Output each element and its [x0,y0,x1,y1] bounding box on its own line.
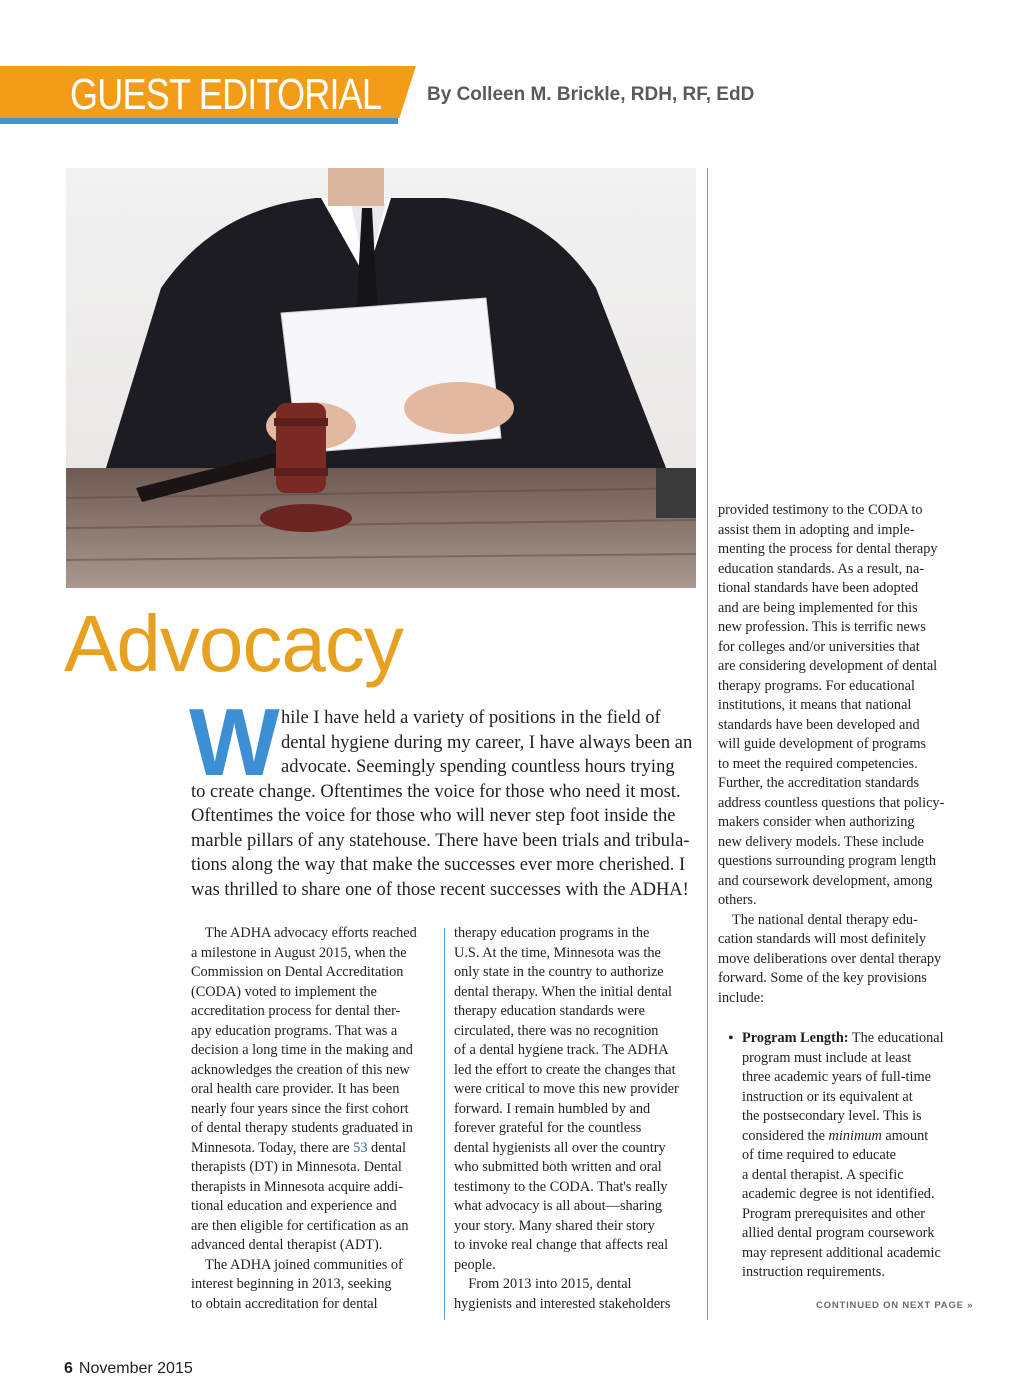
body-line: standards have been developed and [718,716,920,733]
lead-paragraph [189,689,696,902]
body-line: nearly four years since the first cohort [191,1100,409,1117]
bullet-line [742,1029,972,1049]
body-line: interest beginning in 2013, seeking [191,1276,392,1292]
section-label: GUEST EDITORIAL [70,70,382,119]
lead-line: hile I have held a variety of positions in the field of [281,708,661,728]
body-line: therapists (DT) in Minnesota. Dental [191,1159,402,1175]
body-line: and are being implemented for this [718,599,918,616]
drop-cap: W [189,689,280,796]
body-line: to invoke real change that affects real [454,1237,669,1253]
body-line: tional standards have been adopted [718,580,919,596]
body-line: are considering development of dental [718,658,938,674]
highlighted-number: 53 [353,1139,368,1156]
body-line: led the effort to create the changes that [454,1061,676,1078]
body-line: forward. Some of the key provisions [718,970,927,986]
page-number: 6 [64,1360,73,1377]
column-divider-inner [444,928,445,1320]
bullet-text-run: The educational [848,1030,944,1046]
bullet-line: three academic years of full-time [742,1069,931,1085]
lead-line: was thrilled to share one of those recent successes with the ADHA! [191,879,689,900]
bullet-label: Program Length: [742,1030,849,1046]
body-line: dental therapy. When the initial dental [454,983,672,1000]
bullet-line: academic degree is not identified. [742,1186,935,1202]
page-footer [64,1360,193,1378]
body-line: therapy education programs in the [454,925,650,941]
body-line: tional education and experience and [191,1198,397,1214]
bullet-line: a dental therapist. A specific [742,1166,904,1183]
body-line: circulated, there was no recognition [454,1022,659,1039]
body-line: (CODA) voted to implement the [191,983,377,1000]
body-line: Commission on Dental Accreditation [191,964,404,980]
judge-gavel-illustration [66,168,696,588]
lead-line: Oftentimes the voice for those who will never step foot inside the [191,806,676,826]
bullet-line: allied dental program coursework [742,1225,935,1241]
column-divider [707,168,708,1320]
body-line: hygienists and interested stakeholders [454,1295,671,1312]
body-column-2 [454,924,699,1314]
body-line: were critical to move this new provider [454,1081,679,1097]
body-line: a milestone in August 2015, when the [191,944,407,961]
body-line: From 2013 into 2015, dental [454,1276,632,1292]
body-line: what advocacy is all about—sharing [454,1198,663,1214]
lead-line: advocate. Seemingly spending countless hours trying [281,757,675,777]
body-column-1 [191,924,436,1314]
body-column-3 [718,501,963,1008]
body-line: address countless questions that policy- [718,794,945,811]
body-line: menting the process for dental therapy [718,541,938,557]
emphasis-minimum: minimum [828,1127,882,1144]
body-line: The national dental therapy edu- [718,911,918,928]
body-line: therapy education standards were [454,1003,645,1019]
body-line: decision a long time in the making and [191,1042,413,1058]
continued-on-next-page[interactable]: CONTINUED ON NEXT PAGE » [816,1300,974,1311]
body-line: move deliberations over dental therapy [718,950,942,967]
body-line: who submitted both written and oral [454,1159,662,1175]
bullet-line: program must include at least [742,1049,912,1066]
body-line: therapists in Minnesota acquire addi- [191,1178,404,1195]
body-line: new profession. This is terrific news [718,619,926,635]
bullet-line: of time required to educate [742,1147,897,1163]
lead-line: to create change. Oftentimes the voice for those who need it most. [191,781,681,802]
lead-line: marble pillars of any statehouse. There have been trials and tribula- [191,830,690,851]
body-line: for colleges and/or universities that [718,638,920,655]
body-line: The ADHA joined communities of [191,1256,403,1273]
bullet-text [742,1029,972,1283]
body-text: Minnesota. Today, there are [191,1139,354,1156]
bullet-line: Program prerequisites and other [742,1205,926,1222]
body-line: cation standards will most definitely [718,931,927,947]
body-line: questions surrounding program length [718,853,936,869]
body-line: Further, the accreditation standards [718,775,920,791]
body-line: and coursework development, among [718,872,933,889]
lead-line: tions along the way that make the successes ever more cherished. I [191,855,686,875]
body-line: therapy programs. For educational [718,677,915,694]
body-line: makers consider when authorizing [718,814,915,830]
body-text: dental [367,1139,406,1156]
body-line: of a dental hygiene track. The ADHA [454,1042,669,1058]
bullet-line: the postsecondary level. This is [742,1108,922,1124]
body-line: will guide development of programs [718,736,927,752]
section-banner [0,66,416,124]
body-line: The ADHA advocacy efforts reached [191,925,417,941]
bullet-line [742,1127,972,1147]
body-line: acknowledges the creation of this new [191,1061,410,1078]
article-headline: Advocacy [64,599,403,688]
bullet-line: may represent additional academic [742,1244,941,1261]
lead-line: dental hygiene during my career, I have always been an [281,732,693,753]
body-line: new delivery models. These include [718,833,924,850]
bullet-icon: • [728,1030,734,1047]
body-line: forward. I remain humbled by and [454,1100,651,1117]
bullet-line: instruction requirements. [742,1264,885,1280]
body-line: apy education programs. That was a [191,1022,398,1039]
body-line: assist them in adopting and imple- [718,521,915,538]
body-line [191,1139,436,1159]
bullet-text-run: amount [881,1127,929,1144]
bullet-text-run: considered the [742,1127,829,1144]
body-line: oral health care provider. It has been [191,1081,400,1097]
issue-date: November 2015 [78,1360,193,1377]
body-line: dental hygienists all over the country [454,1139,666,1156]
body-line: forever grateful for the countless [454,1120,642,1136]
body-line: others. [718,892,757,908]
body-line: testimony to the CODA. That's really [454,1178,668,1195]
body-line: institutions, it means that national [718,697,912,713]
body-line: to meet the required competencies. [718,755,918,772]
body-line: only state in the country to authorize [454,964,664,980]
body-line: U.S. At the time, Minnesota was the [454,944,661,961]
body-line: people. [454,1256,496,1273]
body-line: education standards. As a result, na- [718,560,925,577]
body-line: include: [718,989,765,1006]
body-line: your story. Many shared their story [454,1217,655,1234]
body-line: to obtain accreditation for dental [191,1295,378,1312]
body-line: advanced dental therapist (ADT). [191,1237,383,1253]
byline: By Colleen M. Brickle, RDH, RF, EdD [427,84,755,105]
bullet-line: instruction or its equivalent at [742,1088,913,1105]
body-line: of dental therapy students graduated in [191,1120,413,1136]
body-line: are then eligible for certification as an [191,1217,409,1234]
body-line: provided testimony to the CODA to [718,502,923,518]
body-line: accreditation process for dental ther- [191,1003,401,1019]
